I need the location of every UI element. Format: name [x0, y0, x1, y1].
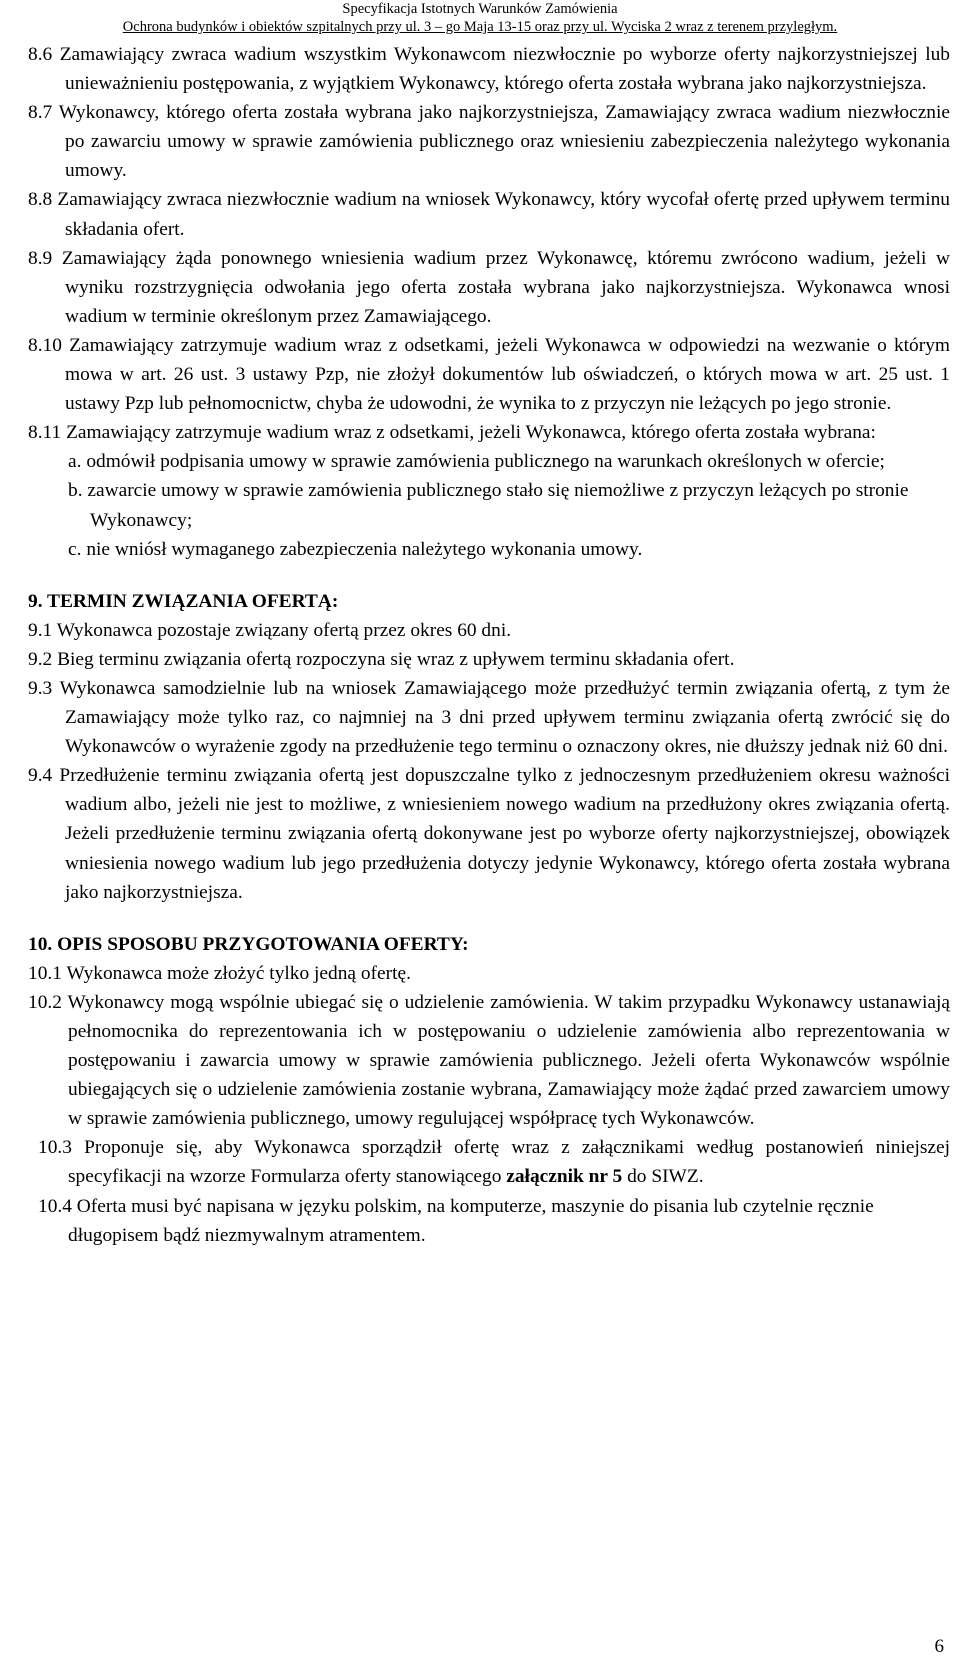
paragraph-10-4: 10.4 Oferta musi być napisana w języku polskim, na komputerze, maszynie do pisania lub czytelnie ręcznie długopisem bądź niezmywalnym atramentem.	[38, 1195, 874, 1246]
subitem-b: b. zawarcie umowy w sprawie zamówienia publicznego stało się niemożliwe z przyczyn leżących po stronie Wykonawcy;	[68, 480, 909, 531]
paragraph-8-6: 8.6 Zamawiający zwraca wadium wszystkim Wykonawcom niezwłocznie po wyborze oferty najkorzystniejszej lub unieważnieniu postępowania, z wyjątkiem Wykonawcy, którego oferta została wybrana jako najkorzystniejsza.	[28, 44, 950, 95]
header-title: Specyfikacja Istotnych Warunków Zamówienia	[342, 1, 618, 17]
paragraph-10-3: 10.3 Proponuje się, aby Wykonawca sporządził ofertę wraz z załącznikami według postanowień niniejszej specyfikacji na wzorze Formularza oferty stanowiącego załącznik nr 5 do SIWZ.	[38, 1137, 950, 1188]
paragraph-9-3: 9.3 Wykonawca samodzielnie lub na wniosek Zamawiającego może przedłużyć termin związania ofertą, z tym że Zamawiający może tylko raz, co najmniej na 3 dni przed upływem terminu związania ofertą zwrócić się do Wykonawców o wyrażenie zgody na przedłużenie tego terminu o oznaczony okres, nie dłuższy jednak niż 60 dni.	[28, 677, 951, 758]
spacer	[28, 564, 950, 587]
paragraph-10-2: 10.2 Wykonawcy mogą wspólnie ubiegać się o udzielenie zamówienia. W takim przypadku Wykonawcy ustanawiają pełnomocnika do reprezentowania ich w postępowaniu o udzielenie zamówienia albo reprezentowania w postępowaniu i zawarcia umowy w sprawie zamówienia publicznego. Jeżeli oferta Wykonawców wspólnie ubiegających się o udzielenie zamówienia zostanie wybrana, Zamawiający może żądać przed zawarciem umowy w sprawie zamówienia publicznego, umowy regulującej współpracę tych Wykonawców.	[28, 991, 951, 1130]
paragraph-8-8: 8.8 Zamawiający zwraca niezwłocznie wadium na wniosek Wykonawcy, który wycofał ofertę przed upływem terminu składania ofert.	[28, 189, 950, 240]
section-10-heading: 10. OPIS SPOSOBU PRZYGOTOWANIA OFERTY:	[28, 933, 469, 955]
attachment-reference: załącznik nr 5	[506, 1166, 623, 1188]
paragraph-9-4: 9.4 Przedłużenie terminu związania ofertą jest dopuszczalne tylko z jednoczesnym przedłużeniem okresu ważności wadium albo, jeżeli nie jest to możliwe, z wniesieniem nowego wadium na przedłużony okres związania ofertą. Jeżeli przedłużenie terminu związania ofertą dokonywane jest po wyborze oferty najkorzystniejszej, obowiązek wniesienia nowego wadium lub jego przedłużenia dotyczy jedynie Wykonawcy, którego oferta została wybrana jako najkorzystniejsza.	[28, 765, 950, 903]
subitem-c: c. nie wniósł wymaganego zabezpieczenia należytego wykonania umowy.	[68, 538, 643, 560]
paragraph-10-1: 10.1 Wykonawca może złożyć tylko jedną ofertę.	[28, 962, 411, 984]
spacer	[28, 907, 950, 930]
paragraph-9-1: 9.1 Wykonawca pozostaje związany ofertą przez okres 60 dni.	[28, 619, 512, 641]
paragraph-8-9: 8.9 Zamawiający żąda ponownego wniesienia wadium przez Wykonawcę, któremu zwrócono wadium, jeżeli w wyniku rozstrzygnięcia odwołania jego oferta została wybrana jako najkorzystniejsza. Wykonawca wnosi wadium w terminie określonym przez Zamawiającego.	[28, 247, 950, 327]
subitem-a: a. odmówił podpisania umowy w sprawie zamówienia publicznego na warunkach określonych w ofercie;	[68, 451, 885, 473]
page-number: 6	[934, 1636, 944, 1657]
paragraph-8-10: 8.10 Zamawiający zatrzymuje wadium wraz z odsetkami, jeżeli Wykonawca w odpowiedzi na wezwanie o którym mowa w art. 26 ust. 3 ustawy Pzp, nie złożył dokumentów lub oświadczeń, o których mowa w art. 25 ust. 1 ustawy Pzp lub pełnomocnictw, chyba że udowodni, że wynika to z przyczyn nie leżących po jego stronie.	[28, 334, 950, 415]
header-subtitle: Ochrona budynków i obiektów szpitalnych przy ul. 3 – go Maja 13-15 oraz przy ul. Wyciska 2 wraz z terenem przyległym.	[122, 19, 838, 35]
document-header	[0, 0, 960, 36]
paragraph-8-7: 8.7 Wykonawcy, którego oferta została wybrana jako najkorzystniejsza, Zamawiający zwraca wadium niezwłocznie po zawarciu umowy w sprawie zamówienia publicznego oraz wniesieniu zabezpieczenia należytego wykonania umowy.	[28, 102, 950, 182]
paragraph-8-11: 8.11 Zamawiający zatrzymuje wadium wraz z odsetkami, jeżeli Wykonawca, którego oferta została wybrana:	[28, 422, 876, 444]
paragraph-9-2: 9.2 Bieg terminu związania ofertą rozpoczyna się wraz z upływem terminu składania ofert.	[28, 648, 735, 670]
document-body	[28, 40, 950, 1250]
section-9-heading: 9. TERMIN ZWIĄZANIA OFERTĄ:	[28, 590, 339, 612]
